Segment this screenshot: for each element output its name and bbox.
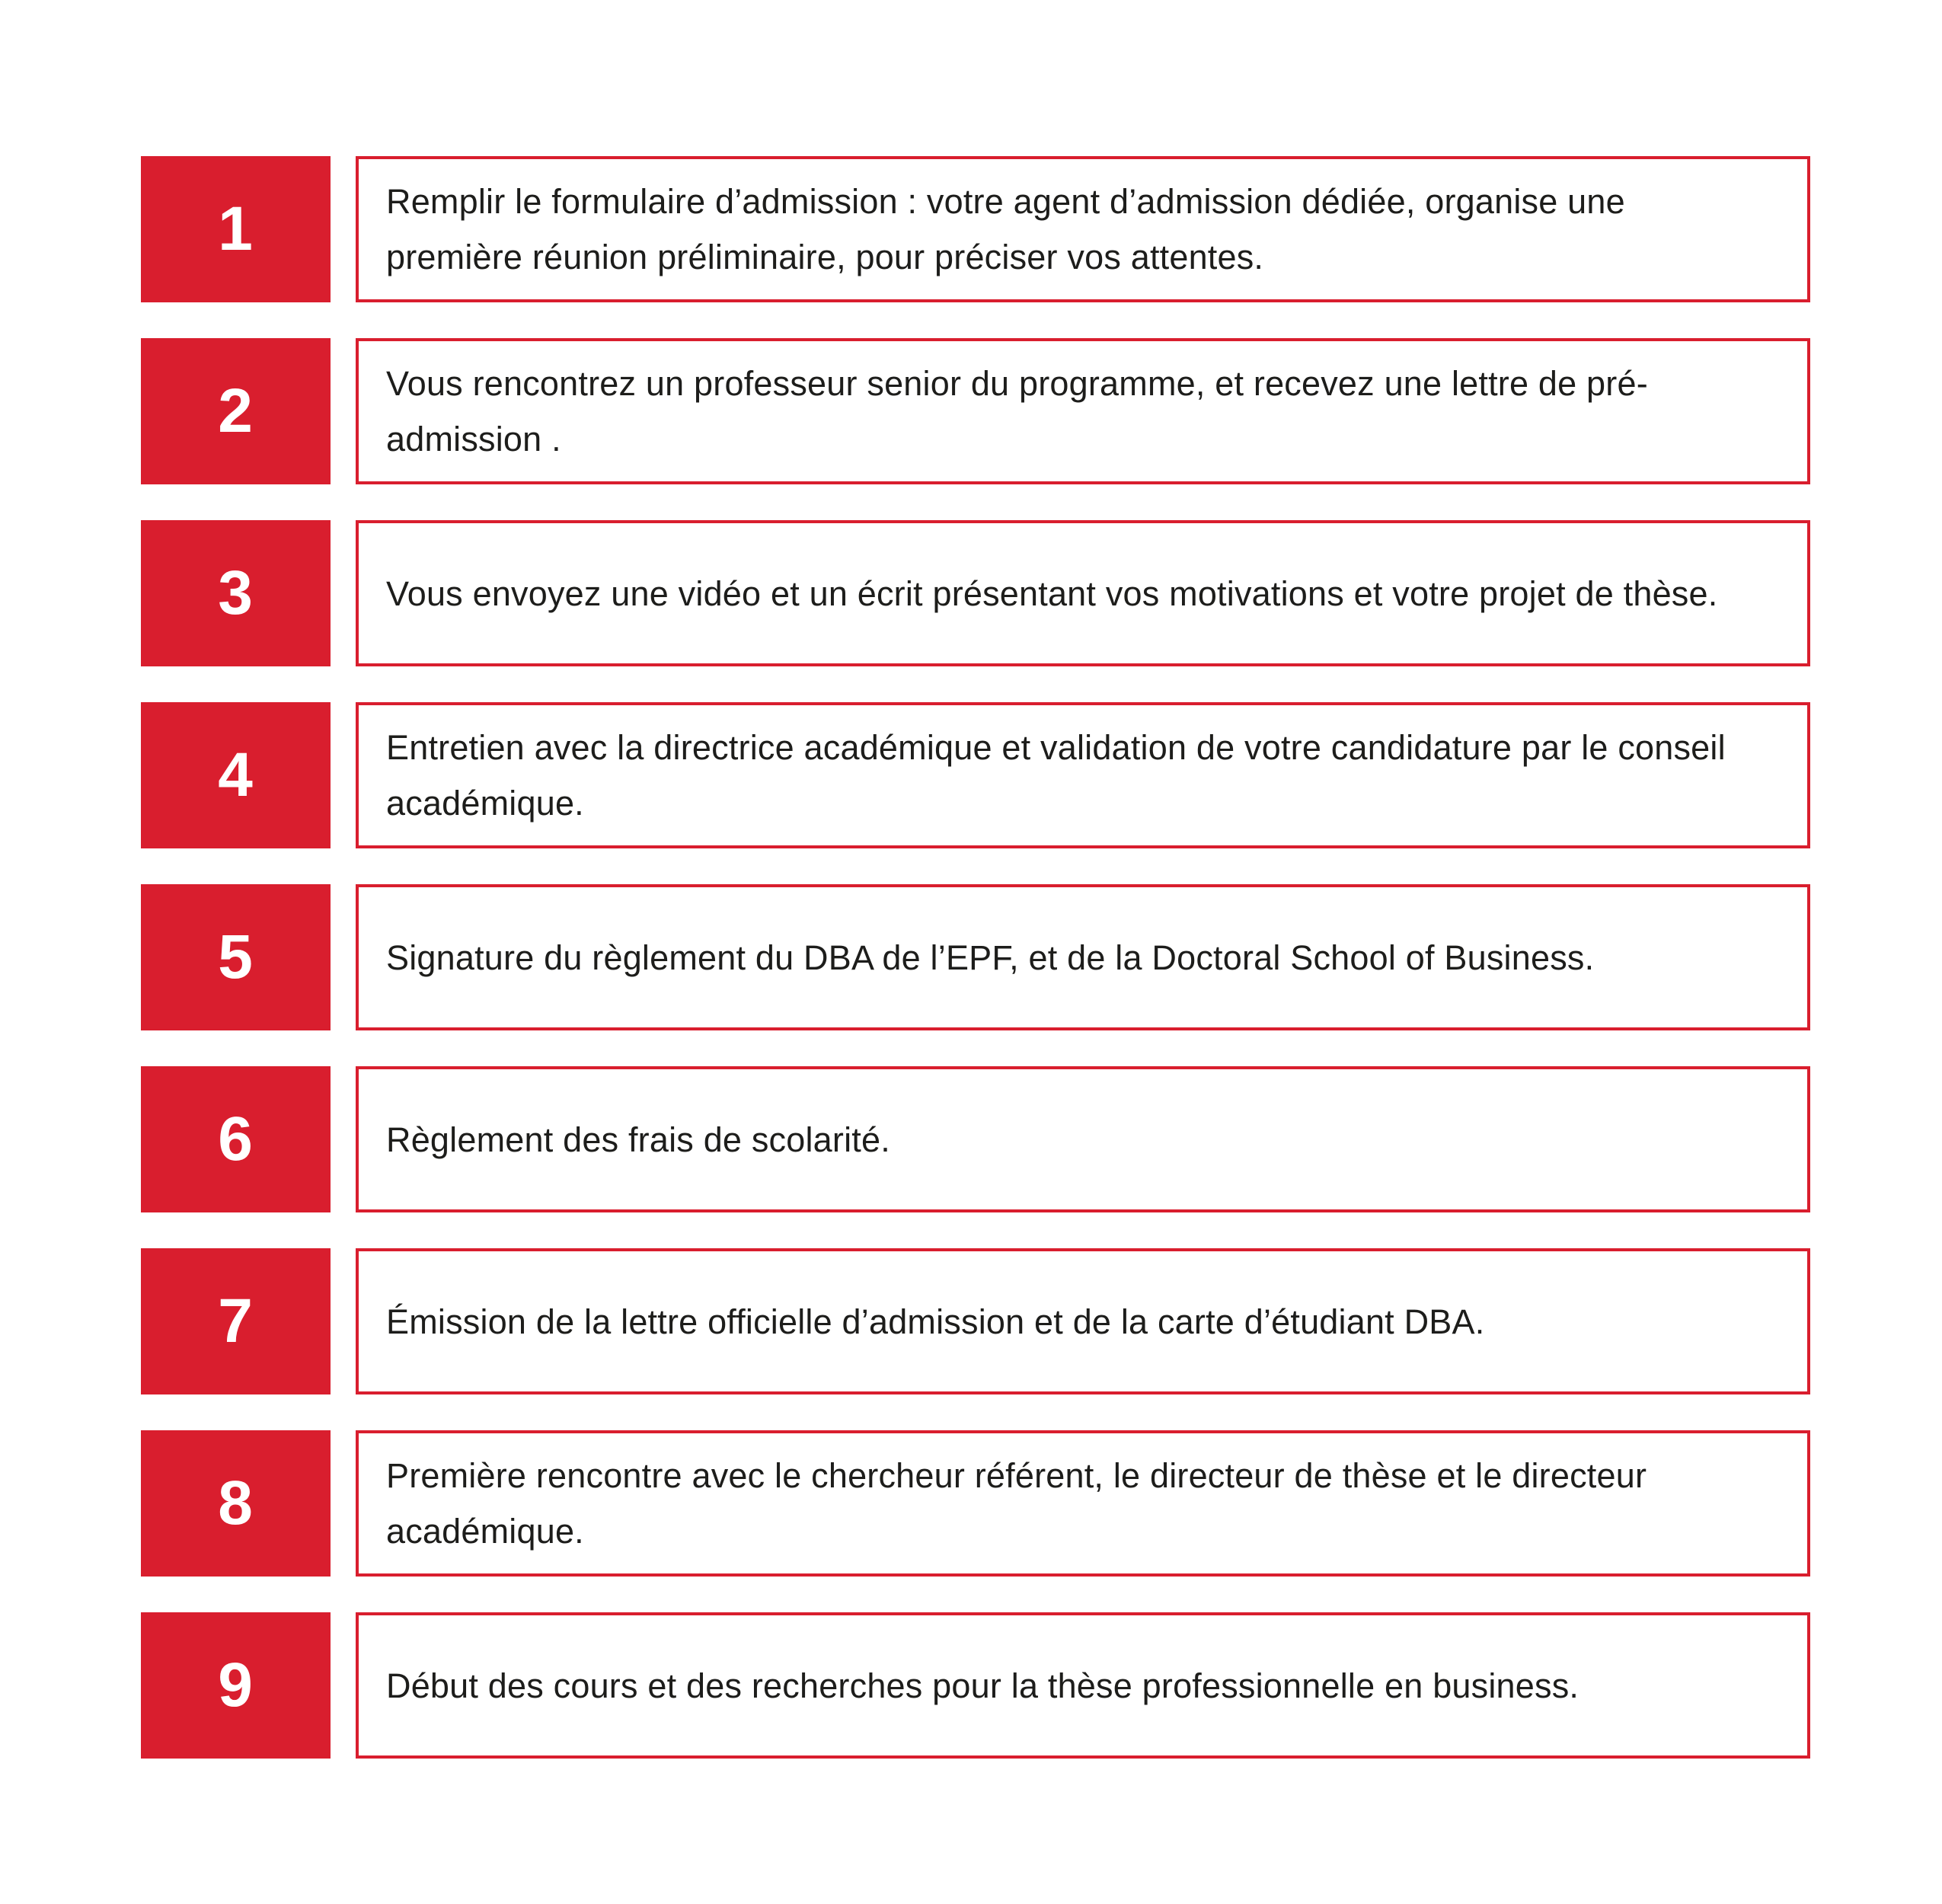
- step-description: Entretien avec la directrice académique et validation de votre candidature par le conseil académique.: [386, 728, 1726, 823]
- step-row-7: [141, 1248, 1810, 1394]
- step-description: Remplir le formulaire d’admission : votre agent d’admission dédiée, organise une première réunion préliminaire, pour préciser vos attentes.: [386, 182, 1625, 276]
- step-row-2: [141, 338, 1810, 484]
- step-description-box: [356, 884, 1810, 1030]
- step-number-badge: [141, 338, 331, 484]
- step-number-badge: [141, 156, 331, 302]
- step-row-8: [141, 1430, 1810, 1577]
- step-number: 8: [218, 1468, 254, 1538]
- step-row-3: [141, 520, 1810, 666]
- step-description-box: [356, 702, 1810, 848]
- step-description: Signature du règlement du DBA de l’EPF, et de la Doctoral School of Business.: [386, 938, 1595, 977]
- step-row-9: [141, 1612, 1810, 1759]
- step-description-box: [356, 156, 1810, 302]
- step-number: 2: [218, 376, 254, 446]
- step-description: Début des cours et des recherches pour la thèse professionnelle en business.: [386, 1666, 1579, 1705]
- step-number-badge: [141, 884, 331, 1030]
- step-number: 4: [218, 740, 254, 810]
- step-row-6: [141, 1066, 1810, 1212]
- step-number: 6: [218, 1104, 254, 1174]
- step-number-badge: [141, 520, 331, 666]
- step-number-badge: [141, 1066, 331, 1212]
- step-description-box: [356, 338, 1810, 484]
- step-description: Première rencontre avec le chercheur référent, le directeur de thèse et le directeur académique.: [386, 1456, 1647, 1551]
- step-number: 9: [218, 1650, 254, 1720]
- step-row-4: [141, 702, 1810, 848]
- step-row-1: [141, 156, 1810, 302]
- step-row-5: [141, 884, 1810, 1030]
- step-number-badge: [141, 702, 331, 848]
- step-number: 3: [218, 558, 254, 628]
- step-description: Vous rencontrez un professeur senior du programme, et recevez une lettre de pré-admission .: [386, 364, 1648, 458]
- step-description: Vous envoyez une vidéo et un écrit présentant vos motivations et votre projet de thèse.: [386, 573, 1718, 613]
- step-number-badge: [141, 1612, 331, 1759]
- step-description-box: [356, 1066, 1810, 1212]
- step-description-box: [356, 1430, 1810, 1577]
- step-description: Règlement des frais de scolarité.: [386, 1120, 890, 1159]
- step-number: 7: [218, 1286, 254, 1356]
- step-number: 5: [218, 922, 254, 992]
- step-description: Émission de la lettre officielle d’admission et de la carte d’étudiant DBA.: [386, 1302, 1485, 1341]
- step-description-box: [356, 1612, 1810, 1759]
- step-number-badge: [141, 1248, 331, 1394]
- step-description-box: [356, 1248, 1810, 1394]
- step-description-box: [356, 520, 1810, 666]
- step-number: 1: [218, 194, 254, 264]
- step-number-badge: [141, 1430, 331, 1577]
